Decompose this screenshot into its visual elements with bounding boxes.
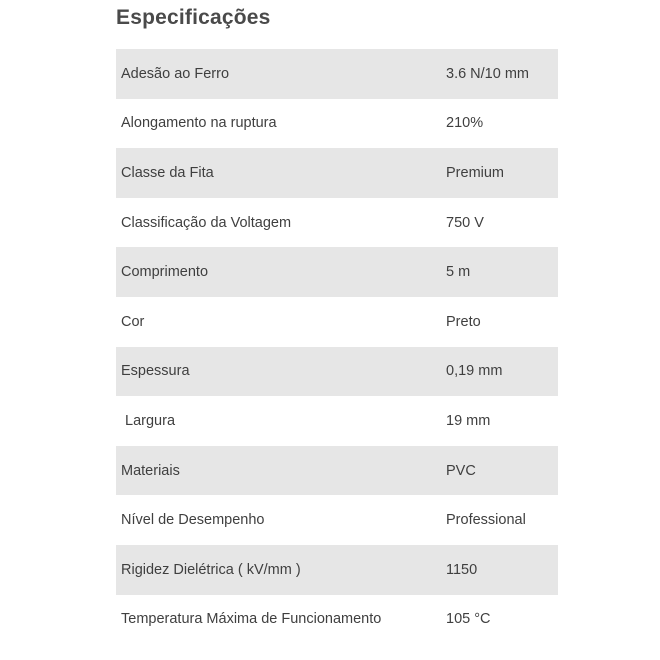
spec-name: Temperatura Máxima de Funcionamento bbox=[121, 611, 382, 628]
spec-name: Comprimento bbox=[121, 264, 209, 281]
spec-name: Espessura bbox=[121, 363, 190, 380]
spec-value: 0,19 mm bbox=[446, 363, 503, 380]
spec-value: 1150 bbox=[446, 561, 478, 578]
spec-row-voltage-rating bbox=[116, 198, 558, 248]
spec-name: Largura bbox=[121, 412, 176, 429]
spec-name: Materiais bbox=[121, 462, 180, 479]
spec-name: Adesão ao Ferro bbox=[121, 65, 230, 82]
spec-row-adhesion bbox=[116, 49, 558, 99]
spec-row-width bbox=[116, 396, 558, 446]
spec-row-length bbox=[116, 247, 558, 297]
spec-value: Preto bbox=[446, 313, 481, 330]
spec-row-thickness bbox=[116, 347, 558, 397]
spec-value: Professional bbox=[446, 512, 526, 529]
spec-name: Rigidez Dielétrica ( kV/mm ) bbox=[121, 561, 301, 578]
spec-row-tape-class bbox=[116, 148, 558, 198]
spec-name: Classe da Fita bbox=[121, 164, 214, 181]
spec-value: 750 V bbox=[446, 214, 484, 231]
spec-value: 105 °C bbox=[446, 611, 491, 628]
spec-name: Cor bbox=[121, 313, 145, 330]
spec-row-materials bbox=[116, 446, 558, 496]
spec-row-elongation bbox=[116, 99, 558, 149]
spec-value: Premium bbox=[446, 164, 505, 181]
spec-row-performance-level bbox=[116, 495, 558, 545]
spec-value: 3.6 N/10 mm bbox=[446, 65, 529, 82]
spec-name: Nível de Desempenho bbox=[121, 512, 265, 529]
spec-value: PVC bbox=[446, 462, 476, 479]
spec-row-max-temperature bbox=[116, 595, 558, 645]
specifications-section bbox=[116, 0, 558, 628]
spec-row-color bbox=[116, 297, 558, 347]
section-title: Especificações bbox=[116, 6, 271, 29]
spec-row-dielectric-strength bbox=[116, 545, 558, 595]
specifications-table bbox=[116, 49, 558, 644]
spec-value: 210% bbox=[446, 115, 484, 132]
spec-name: Classificação da Voltagem bbox=[121, 214, 292, 231]
spec-value: 5 m bbox=[446, 264, 471, 281]
spec-value: 19 mm bbox=[446, 412, 491, 429]
spec-name: Alongamento na ruptura bbox=[121, 115, 277, 132]
